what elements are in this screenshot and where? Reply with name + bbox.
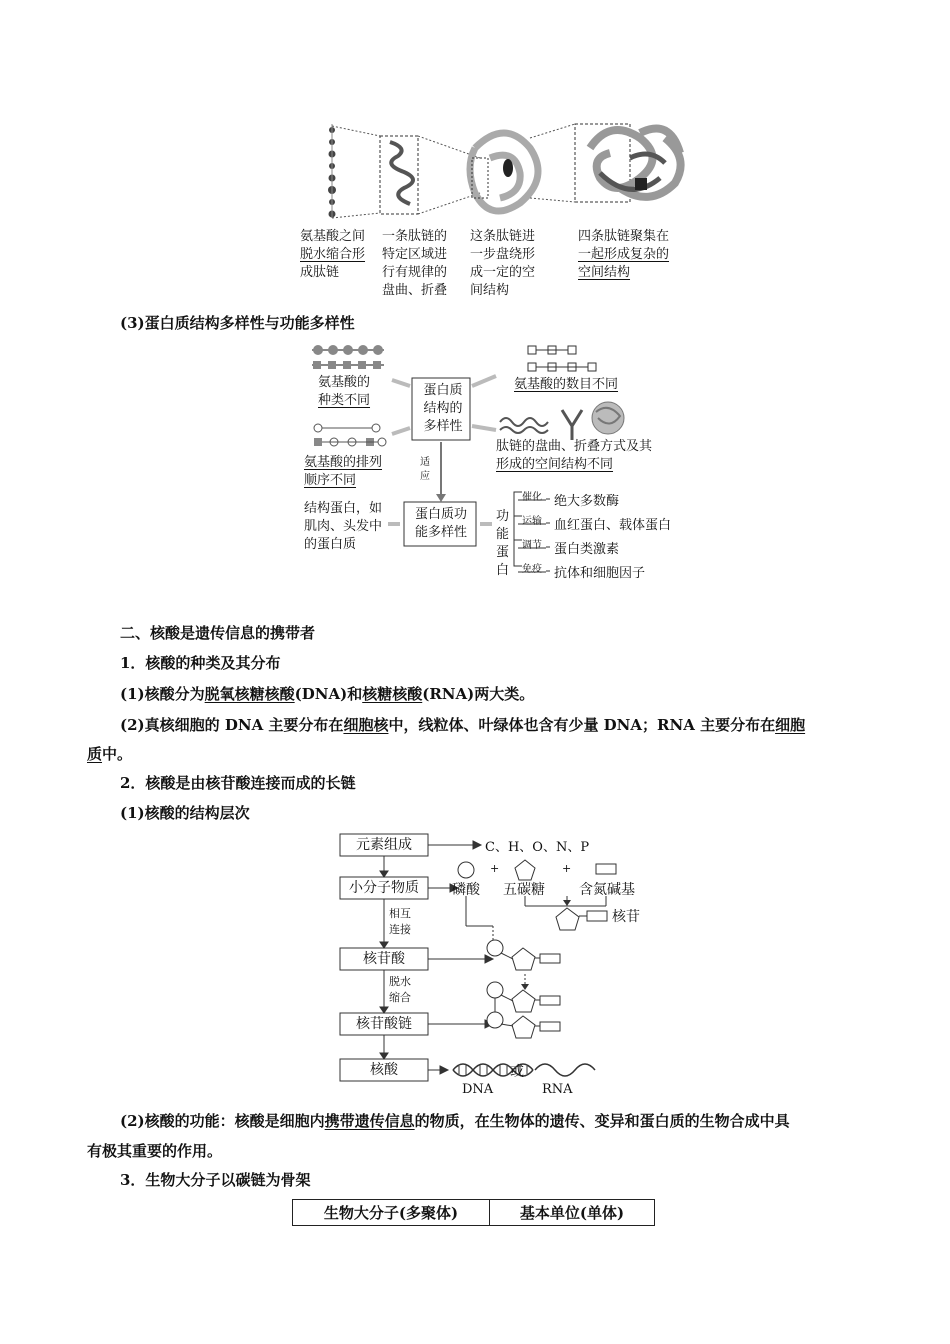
label-phosphate: 磷酸 [452,882,480,898]
label-amino-order: 氨基酸的排列 顺序不同 [304,455,383,488]
label-dna: DNA [462,1082,494,1097]
label-link: 相互 连接 [389,907,411,936]
label-amino-kind: 氨基酸的 种类不同 [318,375,371,408]
paragraph-structure-levels: (1)核酸的结构层次 [120,804,250,822]
table-header-macromolecule: 生物大分子(多聚体) [293,1200,490,1226]
protein-structure-figure [290,118,710,303]
label-functional-protein: 功 能 蛋 白 [496,509,510,578]
label-dehydration: 脱水 缩合 [389,975,411,1004]
section-title-nucleic-acid: 二、核酸是遗传信息的携带者 [120,624,316,642]
label-structural-protein: 结构蛋白，如 肌肉、头发中 的蛋白质 [304,501,383,552]
box-function-diversity: 蛋白质功 能多样性 [414,507,467,540]
box-small-molecules: 小分子物质 [349,880,419,896]
box-structure-diversity: 蛋白质 结构的 多样性 [423,383,463,434]
subtitle-types-distribution: 1．核酸的种类及其分布 [120,654,281,672]
heading-protein-diversity: (3)蛋白质结构多样性与功能多样性 [120,314,355,332]
label-base: 含氮碱基 [579,882,635,898]
label-elements: C、H、O、N、P [485,840,590,855]
macromolecule-table [292,1199,655,1226]
label-rna: RNA [542,1082,573,1097]
label-or: 或 [510,1064,524,1080]
plus-2: + [562,862,572,875]
label-amino-number: 氨基酸的数目不同 [514,377,619,392]
subtitle-carbon-skeleton: 3．生物大分子以碳链为骨架 [120,1171,311,1189]
box-nucleotide: 核苷酸 [363,951,405,967]
protein-diversity-diagram [300,340,700,585]
caption-secondary: 一条肽链的 特定区域进 行有规律的 盘曲、折叠 [382,229,448,298]
box-elements: 元素组成 [356,837,412,853]
function-tags: 催化 运输 调节 免疫 [522,492,542,575]
caption-primary: 氨基酸之间 脱水缩合形 成肽链 [300,229,366,280]
label-nucleoside: 核苷 [612,909,640,925]
paragraph-distribution-line1: (2)真核细胞的 DNA 主要分布在细胞核中，线粒体、叶绿体也含有少量 DNA；RNA 主要分布在细胞 [120,716,806,734]
paragraph-function-line2: 有极其重要的作用。 [87,1142,223,1160]
caption-tertiary: 这条肽链进 一步盘绕形 成一定的空 间结构 [470,229,536,298]
label-pentose: 五碳糖 [503,882,545,898]
paragraph-function-line1: (2)核酸的功能：核酸是细胞内携带遗传信息的物质，在生物体的遗传、变异和蛋白质的生物合成中具 [120,1112,790,1130]
table-header-unit: 基本单位(单体) [490,1200,655,1226]
paragraph-distribution-line2: 质中。 [87,745,133,763]
box-nucleic-acid: 核酸 [370,1062,398,1078]
box-nucleotide-chain: 核苷酸链 [356,1016,412,1032]
label-adapt: 适 应 [420,457,430,482]
caption-quaternary: 四条肽链聚集在 一起形成复杂的 空间结构 [578,229,670,280]
function-examples: 绝大多数酶 血红蛋白、载体蛋白 蛋白类激素 抗体和细胞因子 [554,494,672,581]
plus-1: + [490,862,500,875]
label-folding: 肽链的盘曲、折叠方式及其 形成的空间结构不同 [496,439,653,472]
subtitle-nucleotide-chain: 2．核酸是由核苷酸连接而成的长链 [120,774,356,792]
nucleic-acid-structure-diagram [335,830,665,1105]
paragraph-nucleic-types: (1)核酸分为脱氧核糖核酸(DNA)和核糖核酸(RNA)两大类。 [120,685,535,703]
protein-structure-illustration [290,118,710,228]
